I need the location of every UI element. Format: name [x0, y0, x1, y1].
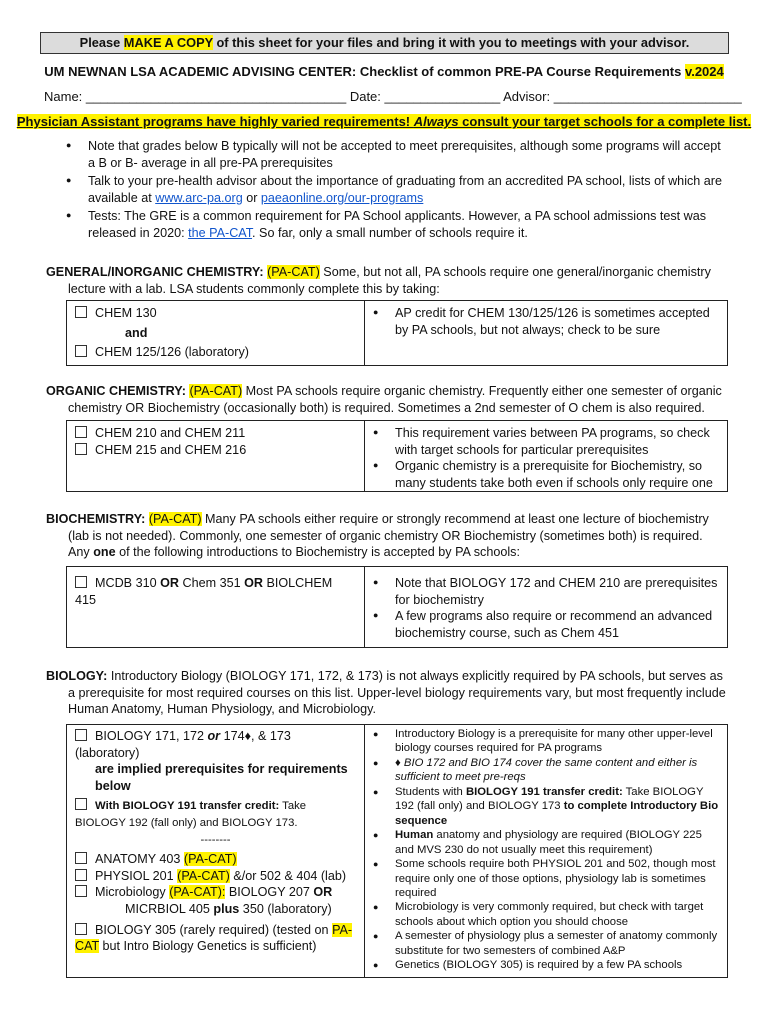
- org-chem-heading: ORGANIC CHEMISTRY:: [46, 384, 186, 398]
- copy-banner: [40, 32, 729, 54]
- gen-chem-heading: GENERAL/INORGANIC CHEMISTRY:: [46, 265, 264, 279]
- version-badge: v.2024: [684, 64, 724, 79]
- note-tests: ● Tests: The GRE is a common requirement for PA School applicants. However, a PA school admissions test was released in 2020: the PA-CAT. So far, only a small number of schools require it.: [66, 208, 726, 241]
- info-fields: [44, 88, 742, 105]
- name-field[interactable]: ____________________________________: [85, 89, 347, 104]
- pa-cat-link[interactable]: the PA-CAT: [188, 226, 253, 241]
- list-item: With BIOLOGY 191 transfer credit: Take BIOLOGY 192 (fall only) and BIOLOGY 173.: [75, 800, 307, 830]
- advisor-label: Advisor:: [503, 89, 551, 104]
- biology-heading: BIOLOGY:: [46, 669, 108, 683]
- banner-text: Please: [79, 35, 124, 50]
- checkbox[interactable]: [75, 576, 87, 588]
- checkbox[interactable]: [75, 885, 87, 897]
- banner-highlight: MAKE A COPY: [123, 35, 213, 50]
- note-grades: ● Note that grades below B typically will not be accepted to meet prerequisites, although some programs will accept a B or B- average in all pre-PA prerequisites: [66, 138, 726, 171]
- biology-table: BIOLOGY 171, 172 or 174♦, & 173 (laboratory) are implied prerequisites for requirements below With BIOLOGY 191 transfer credit: Take BIOLOGY 192 (fall only) and BIOLOGY 173. -------- ANATOMY 403 (PA-CAT) PHYSIOL 201 (PA-CAT) &/or 502 & 404 (lab) Microbiology (PA-CAT): BIOLOGY 207 OR MICRBIOL 405 plus 350 (laboratory) BIOLOGY 305 (rarely required) (tested on PA-CAT but Intro Biology Genetics is sufficient) ● Introductory Biology is a prerequisite for many other upper-level biology courses required for PA programs ● ♦ BIO 172 and BIO 174 cover the same content and either is sufficient to meet pre-reqs ● Students with BIOLOGY 191 transfer credit: Take BIOLOGY 192 (fall only) and BIOLOGY 173 to complete Introductory Bio sequence ● Human anatomy and physiology are required (BIOLOGY 225 and MVS 230 do not usually meet this requirement) ● Some schools require both PHYSIOL 201 and 502, though most require only one of those options, physiology lab is sometimes required ● Microbiology is very commonly required, but check with target schools about which option you should choose ● A semester of physiology plus a semester of anatomy commonly substitute for two semesters of combined A&P ● Genetics (BIOLOGY 305) is required by a few PA schools: [66, 724, 728, 978]
- list-item: BIOLOGY 171, 172 or 174♦, & 173 (laboratory): [75, 729, 291, 760]
- banner-text-end: of this sheet for your files and bring it with you to meetings with your advisor.: [212, 35, 690, 50]
- biochem-section: BIOCHEMISTRY: (PA-CAT) Many PA schools either require or strongly recommend at least one lecture of biochemistry (lab is not needed). Commonly, one semester of organic chemistry OR Biochemistry (sometimes both) is required. Any one of the following introductions to Biochemistry is accepted by PA schools:: [46, 512, 709, 560]
- list-item: CHEM 210 and CHEM 211: [75, 425, 356, 442]
- checkbox[interactable]: [75, 345, 87, 357]
- list-item: PHYSIOL 201 (PA-CAT) &/or 502 & 404 (lab): [75, 868, 356, 885]
- gen-chem-section: GENERAL/INORGANIC CHEMISTRY: (PA-CAT) Some, but not all, PA schools require one general/inorganic chemistry lecture with a lab. LSA students commonly complete this by taking:: [46, 265, 711, 296]
- checkbox[interactable]: [75, 852, 87, 864]
- list-item: BIOLOGY 305 (rarely required) (tested on PA-CAT but Intro Biology Genetics is sufficient): [75, 922, 353, 954]
- gen-chem-table: CHEM 130 and CHEM 125/126 (laboratory) ● AP credit for CHEM 130/125/126 is sometimes accepted by PA schools, but not always; check to be sure: [66, 300, 728, 366]
- checkbox[interactable]: [75, 869, 87, 881]
- general-notes: [66, 138, 726, 244]
- org-chem-section: ORGANIC CHEMISTRY: (PA-CAT) Most PA schools require organic chemistry. Frequently either one semester of organic chemistry OR Biochemistry (occasionally both) is required. Sometimes a 2nd semester of O chem is also required.: [46, 384, 722, 415]
- paea-link[interactable]: paeaonline.org/our-programs: [260, 190, 424, 205]
- date-field[interactable]: ________________: [384, 89, 501, 104]
- org-chem-table: CHEM 210 and CHEM 211 CHEM 215 and CHEM 216 ● This requirement varies between PA programs, so check with target schools for particular prerequisites ● Organic chemistry is a prerequisite for Biochemistry, so many students take both even if schools only require one: [66, 420, 728, 492]
- note-accreditation: ● Talk to your pre-health advisor about the importance of graduating from an accredited PA school, lists of which are available at www.arc-pa.org or paeaonline.org/our-programs: [66, 173, 726, 206]
- checkbox[interactable]: [75, 426, 87, 438]
- biochem-heading: BIOCHEMISTRY:: [46, 512, 146, 526]
- warning-line: Physician Assistant programs have highly varied requirements! Always consult your target schools for a complete list.: [16, 114, 752, 129]
- list-item: CHEM 215 and CHEM 216: [75, 442, 356, 459]
- page-title: UM NEWNAN LSA ACADEMIC ADVISING CENTER: Checklist of common PRE-PA Course Requirements v.2024: [44, 64, 724, 79]
- list-item: MCDB 310 OR Chem 351 OR BIOLCHEM 415: [75, 576, 333, 607]
- list-item: Microbiology (PA-CAT): BIOLOGY 207 OR: [75, 884, 356, 901]
- biochem-table: MCDB 310 OR Chem 351 OR BIOLCHEM 415 ● Note that BIOLOGY 172 and CHEM 210 are prerequisites for biochemistry ● A few programs also require or recommend an advanced biochemistry course, such as Chem 451: [66, 566, 728, 648]
- checkbox[interactable]: [75, 923, 87, 935]
- date-label: Date:: [349, 89, 381, 104]
- biology-section: BIOLOGY: Introductory Biology (BIOLOGY 171, 172, & 173) is not always explicitly required by PA schools, but serves as a prerequisite for most required courses on this list. Upper-level biology requirements vary, but most frequently include Human Anatomy, Human Physiology, and Microbiology.: [46, 669, 726, 717]
- advisor-field[interactable]: __________________________: [553, 89, 742, 104]
- checkbox[interactable]: [75, 443, 87, 455]
- list-item: ANATOMY 403 (PA-CAT): [75, 851, 356, 868]
- list-item: CHEM 130: [75, 305, 356, 322]
- name-label: Name:: [44, 89, 83, 104]
- checkbox[interactable]: [75, 306, 87, 318]
- checkbox[interactable]: [75, 729, 87, 741]
- checkbox[interactable]: [75, 798, 87, 810]
- arc-pa-link[interactable]: www.arc-pa.org: [155, 190, 243, 205]
- list-item: CHEM 125/126 (laboratory): [75, 344, 356, 361]
